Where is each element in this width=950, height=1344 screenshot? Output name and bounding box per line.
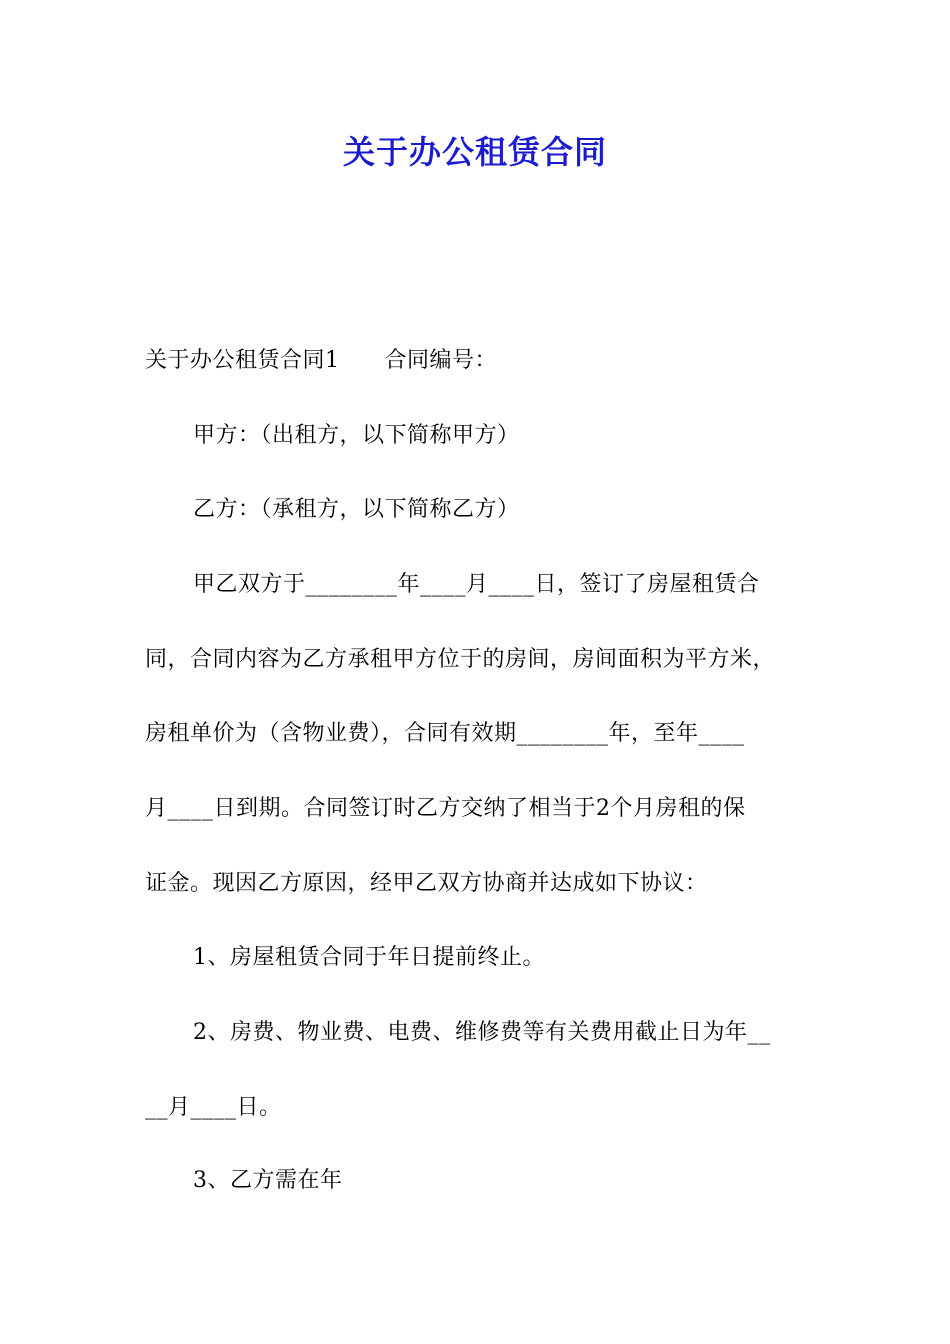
clause-1-line: 1、房屋租赁合同于年日提前终止。 xyxy=(193,945,545,970)
document-title: 关于办公租赁合同 xyxy=(342,133,607,171)
paragraph-line: 甲乙双方于________年____月____日，签订了房屋租赁合 xyxy=(193,572,760,597)
paragraph-line: 同，合同内容为乙方承租甲方位于的房间，房间面积为平方米， xyxy=(145,647,776,672)
paragraph-line: 证金。现因乙方原因，经甲乙双方协商并达成如下协议： xyxy=(145,871,708,896)
paragraph-line: 月____日到期。合同签订时乙方交纳了相当于2个月房租的保 xyxy=(145,796,746,821)
party-b-line: 乙方：（承租方，以下简称乙方） xyxy=(193,497,520,522)
clause-2-line: 2、房费、物业费、电费、维修费等有关费用截止日为年__ xyxy=(193,1020,771,1045)
party-a-line: 甲方：（出租方，以下简称甲方） xyxy=(193,423,520,448)
clause-3-line: 3、乙方需在年 xyxy=(193,1168,343,1193)
clause-2-continuation-line: __月____日。 xyxy=(145,1095,282,1120)
contract-heading-line: 关于办公租赁合同1 合同编号： xyxy=(145,348,497,373)
paragraph-line: 房租单价为（含物业费），合同有效期________年，至年____ xyxy=(145,721,745,746)
